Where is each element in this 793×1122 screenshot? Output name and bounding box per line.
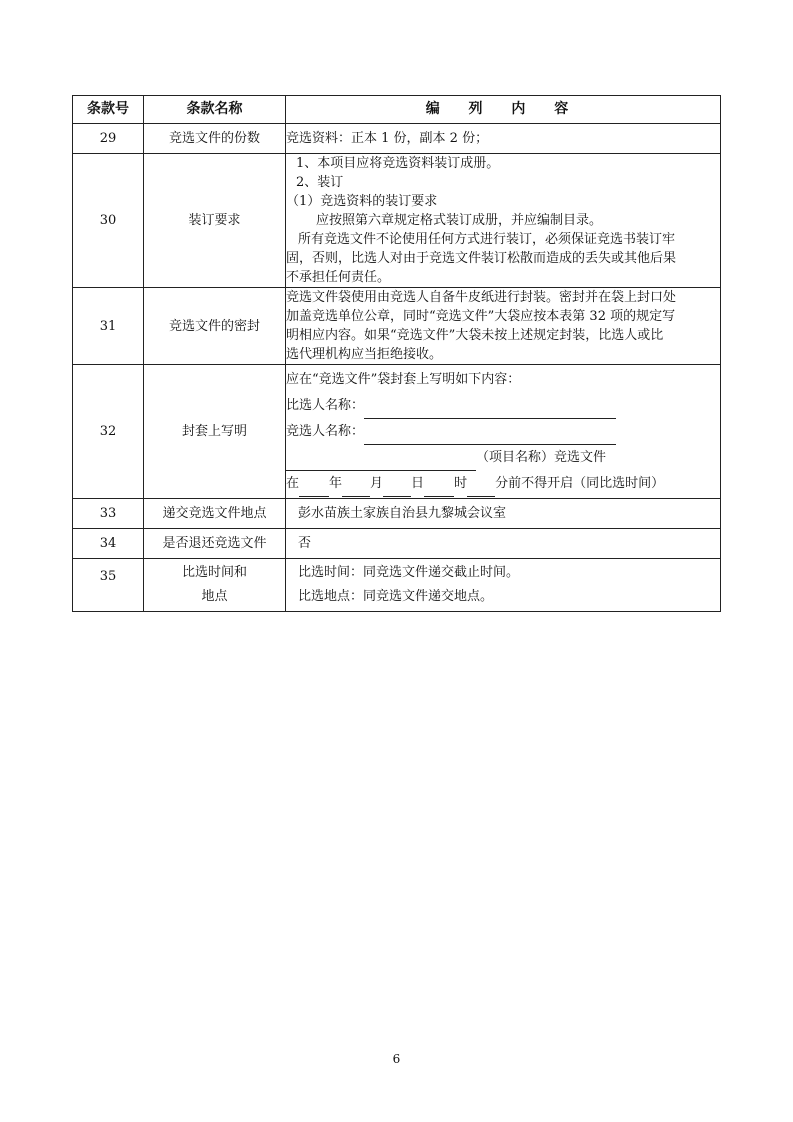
header-clause-name: 条款名称 (144, 96, 286, 124)
clause-number: 32 (73, 365, 144, 499)
content-line: 所有竞选文件不论使用任何方式进行装订，必须保证竞选书装订牢 (298, 232, 676, 247)
clause-name-line: 地点 (201, 589, 228, 604)
clause-table (72, 95, 721, 612)
blank-line (364, 404, 616, 419)
content-line: 竞选文件袋使用由竞选人自备牛皮纸进行封装。密封并在袋上封口处 (286, 290, 677, 305)
blank-line (364, 430, 616, 445)
blank-line (286, 456, 476, 471)
content-line: 比选时间：同竞选文件递交截止时间。 (298, 565, 520, 580)
table-row (73, 529, 721, 559)
clause-content (286, 499, 721, 529)
time-word: 时 (454, 475, 468, 491)
clause-name: 递交竞选文件地点 (144, 499, 286, 529)
blank-line (342, 482, 370, 497)
jingxuan-name-label: 竞选人名称： (286, 423, 365, 439)
clause-name: 是否退还竞选文件 (144, 529, 286, 559)
clause-number: 30 (73, 154, 144, 288)
content-line: （1）竞选资料的装订要求 (286, 194, 438, 209)
header-content: 编 列 内 容 (286, 96, 721, 124)
opening-time-line (286, 471, 720, 497)
table-row (73, 559, 721, 612)
clause-number: 33 (73, 499, 144, 529)
clause-name: 封套上写明 (144, 365, 286, 499)
content-line: 应在“竞选文件”袋封套上写明如下内容： (286, 371, 521, 387)
content-text: 否 (298, 536, 312, 551)
clause-number: 35 (73, 559, 144, 612)
content-line: 加盖竞选单位公章，同时“竞选文件”大袋应按本表第 32 项的规定写 (286, 309, 676, 324)
time-word: 分前不得开启（同比选时间） (495, 475, 665, 491)
header-clause-number: 条款号 (73, 96, 144, 124)
clause-content (286, 365, 721, 499)
clause-name: 装订要求 (144, 154, 286, 288)
project-name-label: （项目名称）竞选文件 (476, 449, 607, 465)
blank-line (299, 482, 329, 497)
content-line: 2、装订 (296, 175, 344, 190)
clause-number: 31 (73, 288, 144, 365)
content-text: 竞选资料：正本 1 份，副本 2 份； (286, 131, 489, 146)
clause-name (144, 559, 286, 612)
time-word: 日 (411, 475, 425, 491)
clause-name: 竞选文件的份数 (144, 124, 286, 154)
clause-name: 竞选文件的密封 (144, 288, 286, 365)
content-line: 应按照第六章规定格式装订成册，并应编制目录。 (316, 213, 603, 228)
table-row (73, 154, 721, 288)
blank-line (424, 482, 454, 497)
jingxuan-name-line (286, 419, 720, 445)
table-row (73, 365, 721, 499)
content-line: 明相应内容。如果“竞选文件”大袋未按上述规定封装，比选人或比 (286, 328, 664, 343)
content-line: 比选地点：同竞选文件递交地点。 (298, 589, 494, 604)
bixuan-name-label: 比选人名称： (286, 397, 365, 413)
table-row (73, 124, 721, 154)
clause-content (286, 154, 721, 288)
bixuan-name-line (286, 393, 720, 419)
clause-content (286, 529, 721, 559)
clause-number: 34 (73, 529, 144, 559)
blank-line (383, 482, 411, 497)
clause-content (286, 559, 721, 612)
clause-name-line: 比选时间和 (181, 565, 247, 580)
page-number: 6 (392, 1052, 401, 1066)
table-row (73, 288, 721, 365)
clause-number: 29 (73, 124, 144, 154)
content-line: 选代理机构应当拒绝接收。 (286, 347, 443, 362)
content-line: 固，否则，比选人对由于竞选文件装订松散而造成的丢失或其他后果 (286, 251, 677, 266)
time-word: 在 (286, 475, 300, 491)
time-word: 年 (329, 475, 343, 491)
project-name-line (286, 445, 720, 471)
content-line: 1、本项目应将竞选资料装订成册。 (296, 156, 500, 171)
clause-content (286, 288, 721, 365)
table-header-row (73, 96, 721, 124)
time-word: 月 (370, 475, 384, 491)
table-row (73, 499, 721, 529)
content-line: 不承担任何责任。 (286, 270, 391, 285)
blank-line (467, 482, 495, 497)
content-text: 彭水苗族土家族自治县九黎城会议室 (298, 506, 507, 521)
clause-content (286, 124, 721, 154)
